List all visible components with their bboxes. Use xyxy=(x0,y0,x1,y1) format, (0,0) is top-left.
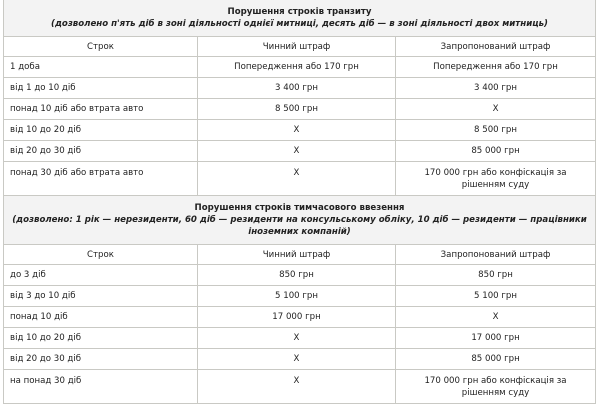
current-fine-cell: 17 000 грн xyxy=(198,307,396,328)
current-fine-cell: Х xyxy=(198,328,396,349)
term-cell: від 20 до 30 діб xyxy=(4,141,198,162)
section-header-transit xyxy=(4,0,596,37)
term-cell: від 3 до 10 діб xyxy=(4,286,198,307)
term-cell: від 10 до 20 діб xyxy=(4,328,198,349)
column-header-proposed-fine: Запропонований штраф xyxy=(396,37,596,57)
current-fine-cell: Попередження або 170 грн xyxy=(198,57,396,78)
column-header-row xyxy=(4,245,596,265)
proposed-fine-cell: Х xyxy=(396,99,596,120)
proposed-fine-cell: 5 100 грн xyxy=(396,286,596,307)
column-header-proposed-fine: Запропонований штраф xyxy=(396,245,596,265)
current-fine-cell: Х xyxy=(198,162,396,196)
current-fine-cell: 5 100 грн xyxy=(198,286,396,307)
section-title: Порушення строків тимчасового ввезення xyxy=(194,203,405,213)
term-cell: понад 10 діб або втрата авто xyxy=(4,99,198,120)
term-cell: від 10 до 20 діб xyxy=(4,120,198,141)
table-row xyxy=(4,328,596,349)
proposed-fine-cell: 8 500 грн xyxy=(396,120,596,141)
current-fine-cell: 8 500 грн xyxy=(198,99,396,120)
column-header-term: Строк xyxy=(4,37,198,57)
current-fine-cell: 3 400 грн xyxy=(198,78,396,99)
table-row xyxy=(4,349,596,370)
column-header-row xyxy=(4,37,596,57)
column-header-current-fine: Чинний штраф xyxy=(198,37,396,57)
table-row xyxy=(4,78,596,99)
current-fine-cell: Х xyxy=(198,349,396,370)
proposed-fine-cell: 170 000 грн або конфіскація за рішенням суду xyxy=(396,370,596,404)
table-row xyxy=(4,286,596,307)
table-row xyxy=(4,370,596,404)
table-row xyxy=(4,307,596,328)
table-row xyxy=(4,99,596,120)
proposed-fine-cell: Попередження або 170 грн xyxy=(396,57,596,78)
table-row xyxy=(4,57,596,78)
proposed-fine-cell: 85 000 грн xyxy=(396,141,596,162)
proposed-fine-cell: 3 400 грн xyxy=(396,78,596,99)
proposed-fine-cell: Х xyxy=(396,307,596,328)
proposed-fine-cell: 85 000 грн xyxy=(396,349,596,370)
term-cell: понад 10 діб xyxy=(4,307,198,328)
current-fine-cell: Х xyxy=(198,120,396,141)
current-fine-cell: 850 грн xyxy=(198,265,396,286)
proposed-fine-cell: 850 грн xyxy=(396,265,596,286)
table-row xyxy=(4,162,596,196)
section-title: Порушення строків транзиту xyxy=(227,7,372,17)
section-note: (дозволено: 1 рік — нерезиденти, 60 діб — резиденти на консульському обліку, 10 діб — резиденти — працівники іноземних компаній) xyxy=(12,215,587,237)
term-cell: понад 30 діб або втрата авто xyxy=(4,162,198,196)
section-header-temporary-import xyxy=(4,196,596,245)
term-cell: 1 доба xyxy=(4,57,198,78)
column-header-current-fine: Чинний штраф xyxy=(198,245,396,265)
table-row xyxy=(4,265,596,286)
current-fine-cell: Х xyxy=(198,370,396,404)
proposed-fine-cell: 17 000 грн xyxy=(396,328,596,349)
term-cell: від 1 до 10 діб xyxy=(4,78,198,99)
column-header-term: Строк xyxy=(4,245,198,265)
section-note: (дозволено п'ять діб в зоні діяльності однієї митниці, десять діб — в зоні діяльності двох митниць) xyxy=(51,19,548,29)
term-cell: до 3 діб xyxy=(4,265,198,286)
term-cell: від 20 до 30 діб xyxy=(4,349,198,370)
current-fine-cell: Х xyxy=(198,141,396,162)
fines-table xyxy=(3,0,596,404)
table-row xyxy=(4,141,596,162)
term-cell: на понад 30 діб xyxy=(4,370,198,404)
proposed-fine-cell: 170 000 грн або конфіскація за рішенням суду xyxy=(396,162,596,196)
table-row xyxy=(4,120,596,141)
